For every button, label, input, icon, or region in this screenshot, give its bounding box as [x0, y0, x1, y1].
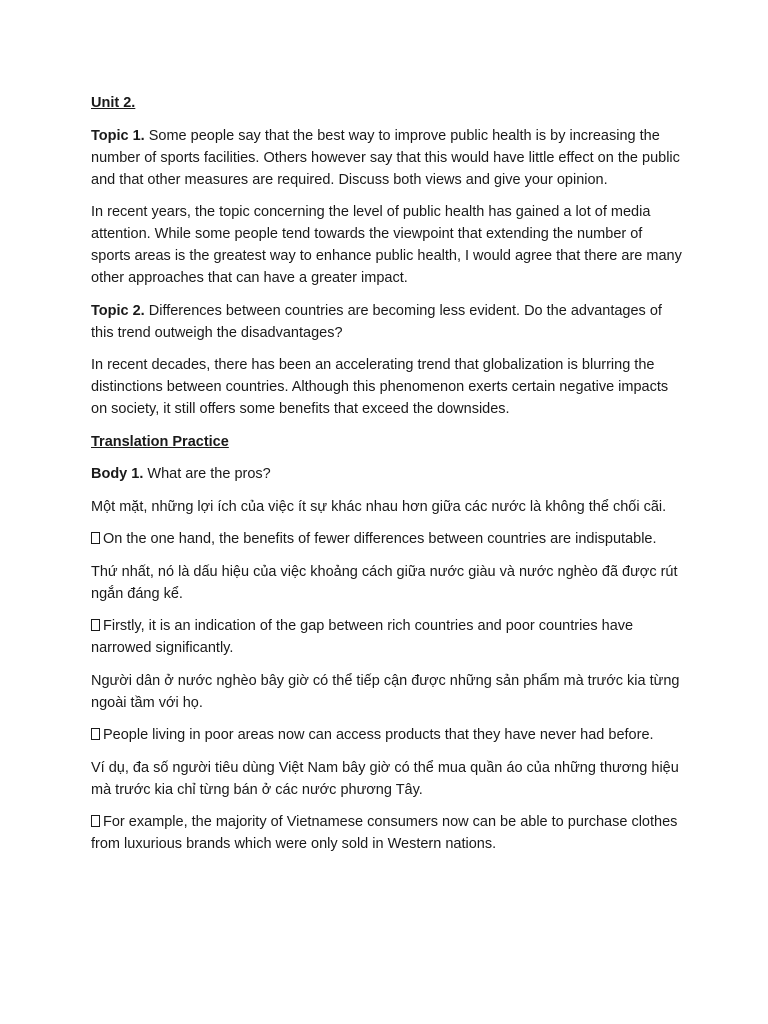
english-translation-text: For example, the majority of Vietnamese consumers now can be able to purchase clothes from luxurious brands which were only sold in Western nations.: [91, 814, 678, 852]
missing-glyph-icon: [91, 728, 100, 740]
vietnamese-sentence: Ví dụ, đa số người tiêu dùng Việt Nam bây giờ có thể mua quần áo của những thương hiệu mà trước kia chỉ từng bán ở các nước phương Tây.: [91, 759, 679, 798]
vietnamese-sentence: Người dân ở nước nghèo bây giờ có thể tiếp cận được những sản phẩm mà trước kia từng ngoài tầm với họ.: [91, 672, 680, 711]
body-1-question-text: What are the pros?: [143, 466, 271, 482]
unit-heading: [91, 92, 685, 114]
topic-1-question: [91, 125, 685, 191]
missing-glyph-icon: [91, 532, 100, 544]
topic-2-label: Topic 2.: [91, 302, 145, 319]
translation-title: Translation Practice: [91, 433, 229, 450]
english-translation-text: People living in poor areas now can access products that they have never had before.: [103, 727, 654, 743]
english-translation: [91, 528, 685, 550]
topic-2-question-text: Differences between countries are becoming less evident. Do the advantages of this trend outweigh the disadvantages?: [91, 302, 662, 341]
english-translation: [91, 615, 685, 659]
topic-1-question-text: Some people say that the best way to improve public health is by increasing the number of sports facilities. Others however say that this would have little effect on the public and that other measures are required. Discuss both views and give your opinion.: [91, 127, 680, 188]
english-translation-text: Firstly, it is an indication of the gap between rich countries and poor countries have narrowed significantly.: [91, 618, 634, 656]
translation-heading: [91, 431, 685, 453]
unit-title: Unit 2.: [91, 95, 136, 111]
topic-2-intro: In recent decades, there has been an accelerating trend that globalization is blurring the distinctions between countries. Although this phenomenon exerts certain negative impacts on society, it still offers some benefits that exceed the downsides.: [91, 357, 669, 417]
document-page: [91, 92, 685, 866]
topic-2-question: [91, 300, 685, 344]
english-translation-text: On the one hand, the benefits of fewer differences between countries are indisputable.: [103, 531, 657, 547]
body-1-question: [91, 463, 685, 485]
english-translation: [91, 811, 685, 855]
vietnamese-sentence: Thứ nhất, nó là dấu hiệu của việc khoảng cách giữa nước giàu và nước nghèo đã được rút ngắn đáng kể.: [91, 563, 678, 602]
vietnamese-sentence: Một mặt, những lợi ích của việc ít sự khác nhau hơn giữa các nước là không thể chối cãi.: [91, 498, 667, 515]
topic-1-label: Topic 1.: [91, 127, 145, 144]
missing-glyph-icon: [91, 619, 100, 631]
body-1-label: Body 1.: [91, 466, 144, 482]
english-translation: [91, 724, 685, 746]
missing-glyph-icon: [91, 815, 100, 827]
topic-1-intro: In recent years, the topic concerning the level of public health has gained a lot of media attention. While some people tend towards the viewpoint that extending the number of sports areas is the greatest way to enhance public health, I would agree that there are many other approaches that can have a greater impact.: [91, 204, 682, 286]
